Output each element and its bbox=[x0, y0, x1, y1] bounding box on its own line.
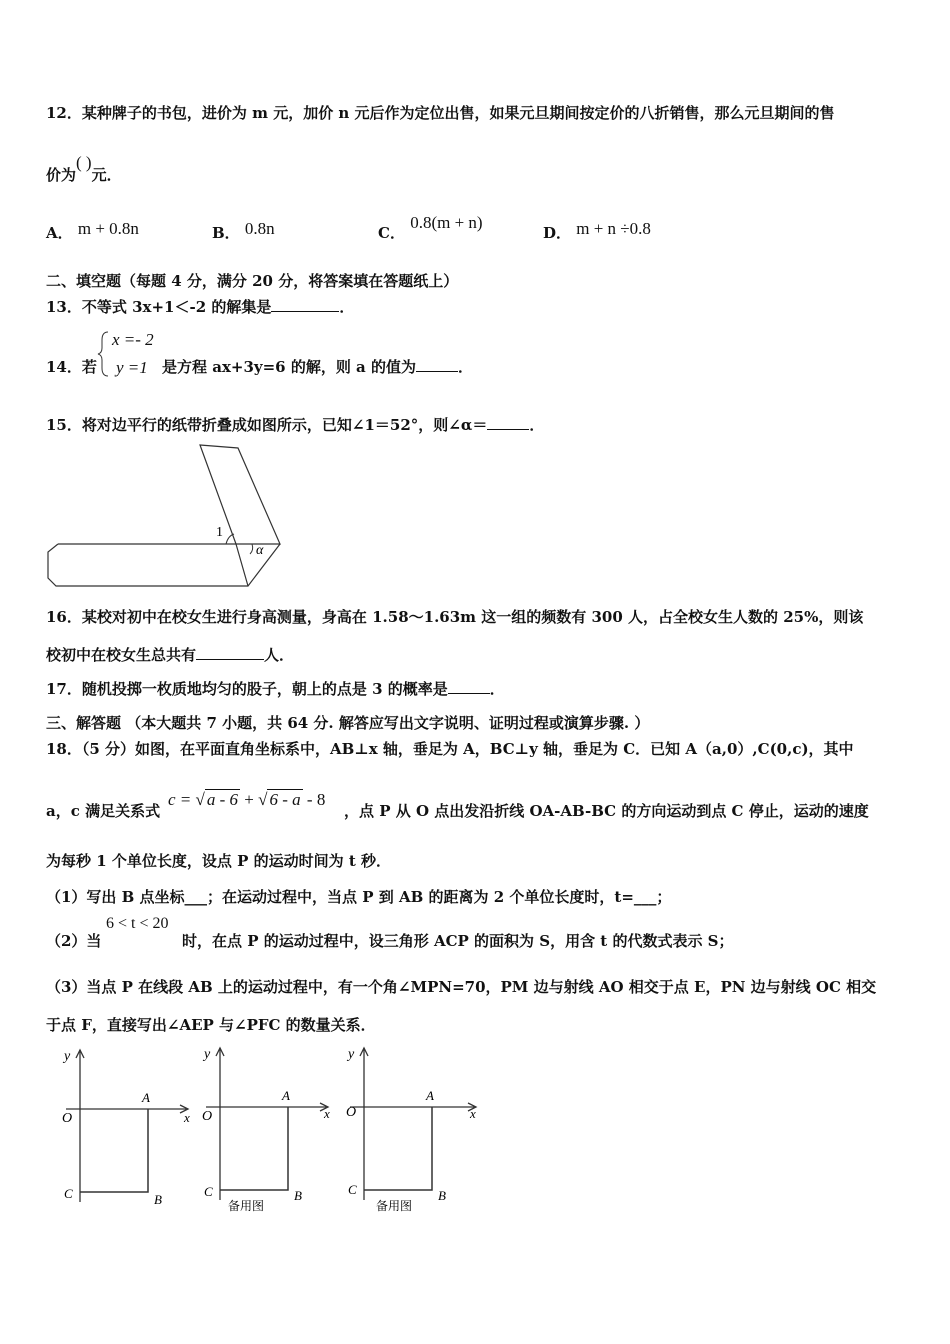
q16-line2-prefix: 校初中在校女生总共有 bbox=[46, 646, 197, 664]
section2-heading: 二、填空题（每题 4 分，满分 20 分，将答案填在答题纸上） bbox=[46, 272, 459, 290]
q18-formula-plus: + bbox=[244, 790, 254, 809]
q18-part2-prefix: （2）当 bbox=[46, 932, 102, 950]
q17-end: ． bbox=[489, 680, 505, 698]
q17 bbox=[46, 678, 505, 699]
q15-paper-strip-figure bbox=[40, 440, 300, 590]
q15-end: ． bbox=[529, 416, 545, 434]
q18-formula-root1: a - 6 bbox=[206, 790, 239, 809]
q15-label-alpha: α bbox=[256, 543, 264, 558]
q15-text: 15．将对边平行的纸带折叠成如图所示，已知∠1＝52°，则∠α＝ bbox=[46, 416, 488, 434]
fig3-label-c: C bbox=[348, 1182, 357, 1197]
q18-part2-condition: 6 < t < 20 bbox=[106, 915, 169, 932]
fig1-label-a: A bbox=[142, 1090, 150, 1105]
q12-option-b bbox=[212, 219, 275, 243]
q18-line3: 为每秒 1 个单位长度，设点 P 的运动时间为 t 秒． bbox=[46, 852, 391, 870]
q14-eq2: y =1 bbox=[116, 358, 148, 377]
fig2-label-a: A bbox=[282, 1088, 290, 1103]
q16-answer-blank bbox=[196, 645, 264, 660]
q18-part2-suffix: 时，在点 P 的运动过程中，设三角形 ACP 的面积为 S，用含 t 的代数式表示 S； bbox=[182, 932, 734, 950]
q18-formula-root2: 6 - a bbox=[269, 790, 301, 809]
q13-text: 13．不等式 3x+1＜-2 的解集是 bbox=[46, 298, 272, 316]
q14-answer-blank bbox=[416, 357, 458, 372]
q12-line2-suffix: 元． bbox=[91, 166, 122, 184]
q12-option-a-label: A． bbox=[46, 224, 73, 242]
fig3-label-y: y bbox=[348, 1047, 355, 1062]
q15 bbox=[46, 414, 544, 435]
q16-line2 bbox=[46, 644, 294, 665]
q15-strip-lower-edges bbox=[48, 544, 280, 586]
q12-option-d-label: D． bbox=[543, 224, 572, 242]
q12-line2-prefix: 价为 bbox=[46, 166, 77, 184]
q18-part3-line1: （3）当点 P 在线段 AB 上的运动过程中，有一个角∠MPN=70，PM 边与射线 AO 相交于点 E，PN 边与射线 OC 相交 bbox=[46, 978, 877, 996]
q12-option-b-expr: 0.8n bbox=[244, 219, 275, 238]
q12-option-a-expr: m + 0.8n bbox=[77, 219, 139, 238]
q12-option-c-label: C． bbox=[378, 224, 405, 242]
fig3-caption: 备用图 bbox=[376, 1199, 413, 1213]
q18-formula: c = √ a - 6 + √ 6 - a - 8 bbox=[168, 790, 326, 809]
q15-alpha-arc bbox=[250, 544, 253, 554]
q15-strip-upper bbox=[200, 445, 280, 544]
fig1-label-y: y bbox=[64, 1049, 71, 1064]
q13 bbox=[46, 296, 354, 317]
fig2-label-o: O bbox=[202, 1109, 213, 1124]
q12-option-a bbox=[46, 219, 139, 243]
q14-end: ． bbox=[458, 358, 474, 376]
q16-line1: 16．某校对初中在校女生进行身高测量，身高在 1.58～1.63m 这一组的频数有 300 人，占全校女生人数的 25%，则该 bbox=[46, 608, 864, 626]
q12-option-c-expr: 0.8(m + n) bbox=[410, 213, 483, 232]
q18-figure-2 bbox=[198, 1040, 348, 1215]
fig3-label-x: x bbox=[470, 1106, 476, 1121]
q18-formula-c: c = bbox=[168, 790, 192, 809]
q12-option-b-label: B． bbox=[212, 224, 240, 242]
q18-part3-line2: 于点 F，直接写出∠AEP 与∠PFC 的数量关系． bbox=[46, 1016, 376, 1034]
section3-heading: 三、解答题 （本大题共 7 小题，共 64 分. 解答应写出文字说明、证明过程或演算步骤. ） bbox=[46, 714, 650, 732]
fig2-caption: 备用图 bbox=[228, 1199, 265, 1213]
q18-figure-1 bbox=[58, 1042, 208, 1217]
q15-answer-blank bbox=[487, 415, 529, 430]
q12-option-d bbox=[543, 219, 651, 243]
q18-line1: 18．（5 分）如图，在平面直角坐标系中，AB⊥x 轴，垂足为 A，BC⊥y 轴，垂足为 C．已知 A（a,0）,C(0,c)，其中 bbox=[46, 740, 854, 758]
q13-end: ． bbox=[339, 298, 355, 316]
q15-fold-line bbox=[236, 544, 248, 586]
fig1-label-c: C bbox=[64, 1186, 73, 1201]
q12-option-c bbox=[378, 213, 483, 243]
q18-line2-suffix: ，点 P 从 O 点出发沿折线 OA-AB-BC 的方向运动到点 C 停止，运动的速度 bbox=[344, 802, 869, 820]
fig1-label-b: B bbox=[154, 1192, 162, 1207]
fig3-label-b: B bbox=[438, 1188, 446, 1203]
q14-text: 是方程 ax+3y=6 的解，则 a 的值为 bbox=[162, 358, 416, 376]
q16-line2-end: 人． bbox=[264, 646, 295, 664]
q12-paren: ( ) bbox=[76, 153, 92, 172]
q15-label-1: 1 bbox=[216, 525, 223, 540]
fig1-label-x: x bbox=[184, 1110, 190, 1125]
q13-answer-blank bbox=[271, 297, 339, 312]
q18-figure-3 bbox=[342, 1040, 492, 1215]
q14-prefix: 14．若 bbox=[46, 358, 97, 376]
q12-line1: 12．某种牌子的书包，进价为 m 元，加价 n 元后作为定位出售，如果元旦期间按定价的八折销售，那么元旦期间的售 bbox=[46, 104, 835, 122]
fig2-label-c: C bbox=[204, 1184, 213, 1199]
fig3-label-a: A bbox=[426, 1088, 434, 1103]
q18-formula-tail: - 8 bbox=[306, 790, 326, 809]
q18-part1: （1）写出 B 点坐标___；在运动过程中，当点 P 到 AB 的距离为 2 个单位长度时，t=___； bbox=[46, 888, 672, 906]
fig3-label-o: O bbox=[346, 1105, 357, 1120]
fig2-label-x: x bbox=[324, 1106, 330, 1121]
q12-option-d-expr: m + n ÷0.8 bbox=[576, 219, 651, 238]
q14 bbox=[162, 356, 473, 377]
q18-line2-prefix: a，c 满足关系式 bbox=[46, 802, 161, 820]
fig2-label-y: y bbox=[204, 1047, 211, 1062]
fig2-label-b: B bbox=[294, 1188, 302, 1203]
q17-answer-blank bbox=[448, 679, 490, 694]
q17-text: 17．随机投掷一枚质地均匀的股子，朝上的点是 3 的概率是 bbox=[46, 680, 448, 698]
fig1-label-o: O bbox=[62, 1111, 73, 1126]
q14-eq1: x =- 2 bbox=[112, 330, 154, 349]
q12-line2 bbox=[46, 153, 122, 185]
